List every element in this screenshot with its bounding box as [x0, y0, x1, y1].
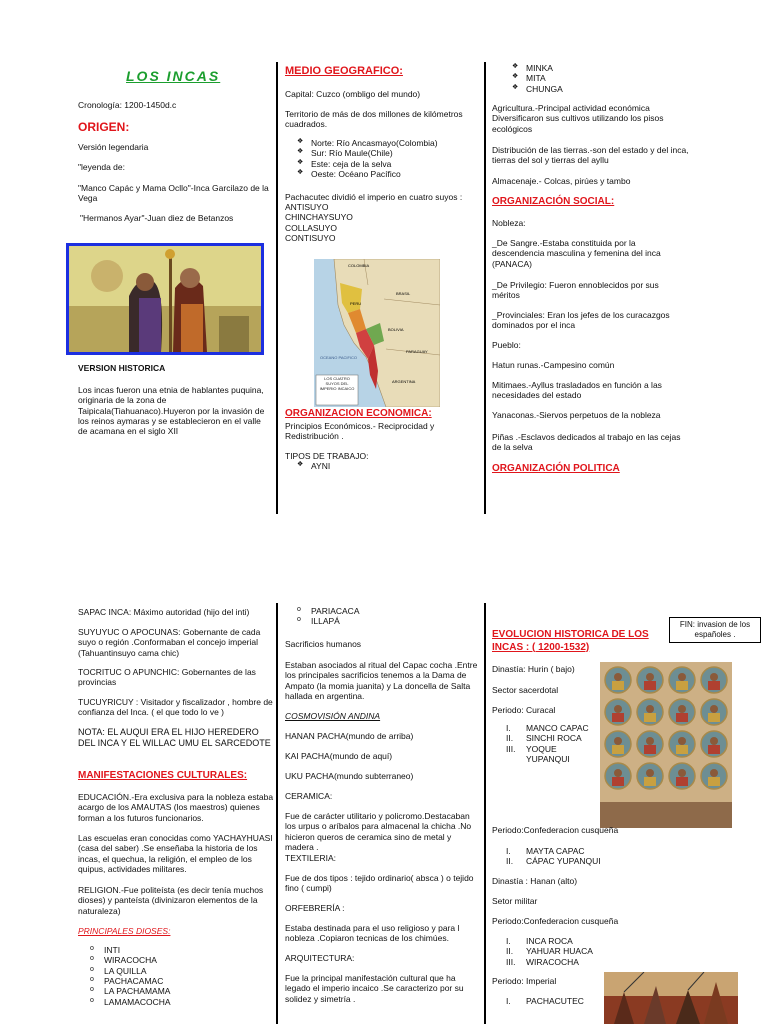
hermanos-ayar-text: "Hermanos Ayar"-Juan diez de Betanzos — [80, 213, 234, 223]
ruler-portrait — [637, 763, 663, 789]
cronologia: Cronología: 1200-1450d.c — [78, 100, 177, 110]
periodo-confederacion-1: Periodo:Confederacion cusqueña — [492, 825, 619, 835]
list-item: CONTISUYO — [285, 233, 336, 244]
column-divider — [276, 603, 278, 1024]
map-label-argentina: ARGENTINA — [392, 379, 416, 384]
principales-dioses-heading: PRINCIPALES DIOSES: — [78, 926, 171, 936]
periodo-curacal: Periodo: Curacal — [492, 705, 556, 715]
dioses-list-continued — [285, 606, 465, 627]
map-label-brasil: BRASIL — [396, 291, 411, 296]
column-divider — [276, 62, 278, 514]
ruler-portrait — [605, 731, 631, 757]
almacenaje-text: Almacenaje.- Colcas, pirúes y tambo — [492, 176, 631, 186]
estaban-text: Estaban asociados al ritual del Capac cocha .Entre los principales sacrificios tenemos a la Dama de Ampato (la momia juanita) y La doncella de Salta hallada en argentina. — [285, 660, 478, 702]
educacion-text: EDUCACIÓN.-Era exclusiva para la nobleza estaba acargo de los AMAUTAS (los maestros) quienes forman a los futuros funcionarios. — [78, 792, 274, 823]
ruler-portrait — [701, 731, 727, 757]
version-legendaria: Versión legendaria — [78, 142, 149, 152]
religion-text: RELIGION.-Fue politeísta (es decir tenía muchos dioses) y panteísta (divinizaron elementos de la naturaleza) — [78, 885, 264, 916]
territorio-text: Territorio de más de dos millones de kilómetros cuadrados. — [285, 109, 463, 130]
suyuyuc-text: SUYUYUC O APOCUNAS: Gobernante de cada suyo o región .Conformaban el concejo imperial (Tahuantinsuyo cama chic) — [78, 627, 261, 658]
list-item: ANTISUYO — [285, 202, 329, 212]
ruler-portrait — [637, 699, 663, 725]
de-sangre-text: _De Sangre.-Estaba constituida por la descendencia masculina y femenina del inca (PANACA) — [492, 238, 661, 269]
evolucion-historica-heading: EVOLUCION HISTORICA DE LOS INCAS : ( 1200-1532) — [492, 629, 649, 653]
textileria-text: Fue de dos tipos : tejido ordinario( absca ) o tejido fino ( cumpi) — [285, 873, 474, 894]
origen-heading: ORIGEN: — [78, 120, 130, 134]
map-label-oceano: OCEANO PACIFICO — [320, 355, 358, 360]
dinastia-hanan: Dinastía : Hanan (alto) — [492, 876, 578, 886]
nota-text: NOTA: EL AUQUI ERA EL HIJO HEREDERO DEL INCA Y EL WILLAC UMU EL SARCEDOTE — [78, 727, 271, 748]
list-item: o PACHACAMAC — [78, 976, 268, 986]
hanan-pacha-text: HANAN PACHA(mundo de arriba) — [285, 731, 414, 741]
list-item: CHINCHAYSUYO — [285, 212, 353, 223]
suyos-list — [285, 202, 353, 243]
organizacion-social-heading: ORGANIZACIÓN SOCIAL: — [492, 196, 615, 207]
medio-geografico-heading: MEDIO GEOGRAFICO: — [285, 65, 403, 77]
list-item: I. MAYTA CAPAC — [506, 846, 585, 856]
list-item: o LAMAMACOCHA — [78, 997, 268, 1007]
sector-sacerdotal: Sector sacerdotal — [492, 685, 559, 695]
column-divider — [484, 603, 486, 1024]
arquitectura-heading: ARQUITECTURA: — [285, 953, 355, 963]
nobleza-label: Nobleza: — [492, 218, 526, 228]
sacrificios-text: Sacrificios humanos — [285, 639, 362, 649]
hatun-runas-text: Hatun runas.-Campesino común — [492, 360, 615, 370]
ruler-portrait — [701, 763, 727, 789]
list-item: o ILLAPÁ — [285, 616, 465, 626]
organizacion-politica-heading: ORGANIZACIÓN POLITICA — [492, 463, 620, 474]
version-historica-text: Los incas fueron una etnia de hablantes puquina, originaria de la zona de Taipicala(Tiahuanaco).Huyeron por la invasión de los reinos aymaras y se establecieron en el valle de acamana en el siglo XII — [78, 385, 265, 437]
sapac-inca-text: SAPAC INCA: Máximo autoridad (hijo del inti) — [78, 607, 250, 617]
pinas-text: Piñas .-Esclavos dedicados al trabajo en las cejas de la selva — [492, 432, 681, 453]
map-label-colombia: COLOMBIA — [348, 263, 370, 268]
dinastia-hurin: Dinastía: Hurin ( bajo) — [492, 664, 575, 674]
escuelas-text: Las escuelas eran conocidas como YACHAYHUASI (casa del saber) .Se enseñaba la historia de los incas, el quechua, la religión, el empleo de los quipus, actividades militares. — [78, 833, 273, 875]
list-item: II. SINCHI ROCA — [506, 733, 582, 744]
list-item: III. WIRACOCHA — [506, 956, 579, 967]
ruler-portrait — [701, 699, 727, 725]
list-item: COLLASUYO — [285, 222, 337, 233]
organizacion-economica-heading: ORGANIZACION ECONOMICA: — [285, 408, 432, 419]
conquest-painting — [604, 972, 738, 1024]
confederacion-1-list — [492, 846, 682, 867]
column-divider — [484, 62, 486, 514]
list-item: ❖ MITA — [500, 73, 680, 83]
list-item: ❖ Oeste: Océano Pacífico — [285, 169, 481, 179]
imperial-list — [492, 996, 592, 1006]
incas-illustration — [66, 243, 264, 355]
curacal-list — [492, 723, 600, 764]
periodo-imperial: Periodo: Imperial — [492, 976, 557, 986]
ruler-portrait — [605, 699, 631, 725]
version-historica-heading: VERSION HISTORICA — [78, 363, 166, 373]
provinciales-text: _Provinciales: Eran los jefes de los curacazgos dominados por el inca — [492, 310, 670, 331]
ruler-portrait — [669, 667, 695, 693]
ruler-portrait — [701, 667, 727, 693]
inca-rulers-portrait-chart — [600, 662, 732, 828]
confederacion-2-list — [492, 936, 682, 967]
dioses-list — [78, 945, 268, 1007]
list-item: o LA QUILLA — [78, 966, 268, 976]
ruler-portrait — [605, 763, 631, 789]
tipos-de-trabajo: TIPOS DE TRABAJO: — [285, 451, 369, 461]
manco-capac-text: "Manco Capác y Mama Ocllo"-Inca Garcilazo de la Vega — [78, 183, 269, 204]
ceramica-heading: CERAMICA: — [285, 791, 333, 801]
leyenda-de: "leyenda de: — [78, 162, 125, 172]
tucuyricuy-text: TUCUYRICUY : Visitador y fiscalizador , hombre de confianza del Inca. ( el que todo lo ve ) — [78, 697, 273, 718]
orfebreria-text: Estaba destinada para el uso religioso y para l nobleza .Copiaron tecnicas de los chimúes. — [285, 923, 460, 944]
pachacutec-text: Pachacutec dividió el imperio en cuatro suyos : — [285, 192, 463, 202]
principios-text: Principios Económicos.- Reciprocidad y Redistribución . — [285, 421, 435, 442]
list-item: III. YOQUE YUPANQUI — [506, 743, 570, 765]
yanaconas-text: Yanaconas.-Siervos perpetuos de la nobleza — [492, 410, 661, 420]
page-title: LOS INCAS — [126, 68, 221, 84]
map-label-peru: PERU — [350, 301, 362, 306]
ruler-portrait — [637, 667, 663, 693]
map-label-bolivia: BOLIVIA — [388, 327, 404, 332]
list-item: ❖ AYNI — [285, 461, 475, 471]
distribucion-text: Distribución de las tierras.-son del estado y del inca, tierras del sol y tierras del ayllu — [492, 145, 689, 166]
list-item: ❖ Norte: Río Ancasmayo(Colombia) — [285, 138, 481, 148]
ruler-portrait — [637, 731, 663, 757]
trabajo-list — [285, 461, 475, 471]
ruler-portrait — [605, 667, 631, 693]
capital-text: Capital: Cuzco (ombligo del mundo) — [285, 89, 421, 99]
list-item: II. CÁPAC YUPANQUI — [506, 856, 601, 867]
map-label-paraguay: PARAGUAY — [406, 349, 428, 354]
orfebreria-heading: ORFEBRERÍA : — [285, 903, 345, 913]
list-item: ❖ Este: ceja de la selva — [285, 159, 481, 169]
pueblo-label: Pueblo: — [492, 340, 521, 350]
list-item: I. INCA ROCA — [506, 936, 573, 946]
ruler-portrait — [669, 763, 695, 789]
list-item: o LA PACHAMAMA — [78, 986, 268, 996]
ceramica-text: Fue de carácter utilitario y policromo.Destacaban los urpus o aríbalos para almacenal la chicha .No hicieron queros de ceramica sino de metal y madera . — [285, 811, 472, 853]
uku-pacha-text: UKU PACHA(mundo subterraneo) — [285, 771, 414, 781]
list-item: I. PACHACUTEC — [506, 996, 584, 1006]
list-item: o PARIACACA — [285, 606, 465, 616]
setor-militar: Setor militar — [492, 896, 538, 906]
kai-pacha-text: KAI PACHA(mundo de aquí) — [285, 751, 393, 761]
map-four-suyos — [314, 259, 440, 407]
manifestaciones-culturales-heading: MANIFESTACIONES CULTURALES: — [78, 770, 248, 781]
list-item: II. YAHUAR HUACA — [506, 946, 593, 957]
ruler-portrait — [669, 699, 695, 725]
de-privilegio-text: _De Privilegio: Fueron ennoblecidos por sus méritos — [492, 280, 659, 301]
limites-list — [285, 138, 481, 179]
fin-text: FIN: invasion de los españoles . — [679, 620, 751, 639]
list-item: ❖ Sur: Río Maule(Chile) — [285, 148, 481, 158]
arquitectura-text: Fue la principal manifestación cultural que ha legado el imperio incaico .Se caracterizo por su solidez y simetría . — [285, 973, 464, 1004]
trabajo-list-continued — [500, 63, 680, 94]
list-item: ❖ CHUNGA — [500, 84, 680, 94]
agricultura-text: Agricultura.-Principal actividad económica Diversificaron sus cultivos utilizando los pisos ecológicos — [492, 103, 664, 134]
cosmovision-heading: COSMOVISIÓN ANDINA — [285, 711, 381, 721]
mitimaes-text: Mitimaes.-Ayllus trasladados en función a las necesidades del estado — [492, 380, 662, 401]
textileria-heading: TEXTILERIA: — [285, 853, 337, 863]
map-legend: LOS CUATRO SUYOS DEL IMPERIO INCAICO — [319, 376, 355, 392]
fin-box — [669, 617, 761, 643]
list-item: ❖ MINKA — [500, 63, 680, 73]
list-item: o WIRACOCHA — [78, 955, 268, 965]
list-item: o INTI — [78, 945, 268, 955]
ruler-portrait — [669, 731, 695, 757]
list-item: I. MANCO CAPAC — [506, 723, 589, 733]
periodo-confederacion-2: Periodo:Confederacion cusqueña — [492, 916, 619, 926]
tocrituc-text: TOCRITUC O APUNCHIC: Gobernantes de las provincias — [78, 667, 256, 688]
